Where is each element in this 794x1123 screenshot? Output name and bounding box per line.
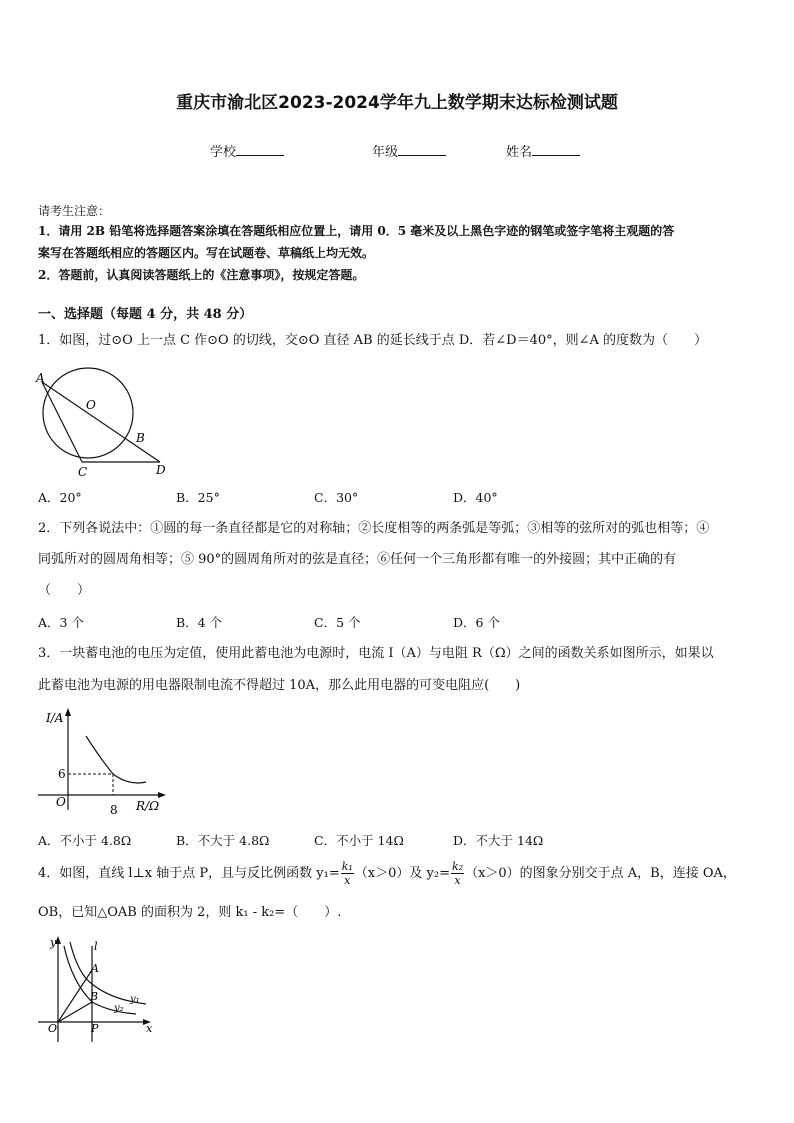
q3-option-d: D．不大于 14Ω: [453, 833, 544, 848]
q4-k2-denominator: x: [454, 874, 461, 887]
q1-option-d: D．40°: [453, 490, 498, 505]
notice-line-2: 2．答题前，认真阅读答题纸上的《注意事项》，按规定答题。: [38, 268, 365, 282]
q4-origin-label: O: [48, 1022, 58, 1035]
question-2-line-2: 同弧所对的圆周角相等；⑤ 90°的圆周角所对的弦是直径；⑥任何一个三角形都有唯一的外接圆；其中正确的有: [38, 552, 677, 567]
q1-option-a: A．20°: [38, 490, 82, 505]
q1-label-b: B: [136, 431, 145, 445]
q4-line-l-label: l: [94, 940, 98, 953]
q2-option-c: C．5 个: [314, 615, 361, 630]
q3-ytick-label: 6: [58, 767, 66, 781]
question-4-line-2: OB，已知△OAB 的面积为 2，则 k₁ - k₂=（ ）.: [38, 905, 342, 920]
q4-text-part-2: （x＞0）及 y₂=: [354, 866, 450, 881]
notice-line-1a: 1．请用 2B 铅笔将选择题答案涂填在答题纸相应位置上，请用 0．5 毫米及以上黑色字迹的钢笔或签字笔将主观题的答: [38, 224, 675, 238]
name-label: 姓名: [506, 145, 533, 160]
q4-text-part-1: 4．如图，直线 l⊥x 轴于点 P，且与反比例函数 y₁=: [38, 866, 340, 881]
name-blank: [532, 143, 580, 156]
q3-graph-figure: [34, 706, 174, 818]
q4-k2-numerator: k₂: [451, 860, 464, 873]
school-field: [210, 141, 284, 160]
question-1-text: 1．如图，过⊙O 上一点 C 作⊙O 的切线，交⊙O 直径 AB 的延长线于点 D．若∠D＝40°，则∠A 的度数为（ ）: [38, 333, 708, 348]
question-3-line-2: 此蓄电池为电源的用电器限制电流不得超过 10A，那么此用电器的可变电阻应( ): [38, 678, 521, 693]
q4-y2-label: y₂: [114, 1003, 124, 1014]
q4-y1-label: y₁: [130, 994, 140, 1005]
grade-field: [372, 141, 446, 160]
q4-k1-numerator: k₁: [341, 860, 353, 873]
q1-label-a: A: [36, 371, 45, 385]
grade-label: 年级: [372, 145, 399, 160]
q4-point-b-label: B: [90, 990, 99, 1003]
name-field: [506, 141, 580, 160]
q3-option-b: B．不大于 4.8Ω: [176, 833, 270, 848]
section-heading: 一、选择题（每题 4 分，共 48 分）: [38, 307, 253, 322]
school-blank: [236, 143, 284, 156]
q1-label-c: C: [78, 465, 88, 478]
school-label: 学校: [210, 145, 237, 160]
q2-option-b: B．4 个: [176, 615, 223, 630]
q3-ylabel: I/A: [46, 711, 64, 725]
question-3-line-1: 3．一块蓄电池的电压为定值，使用此蓄电池为电源时，电流 I（A）与电阻 R（Ω）之间的函数关系如图所示，如果以: [38, 646, 714, 661]
q4-x-axis-label: x: [146, 1022, 153, 1035]
q4-fraction-k1: [341, 860, 354, 887]
q3-option-a: A．不小于 4.8Ω: [38, 833, 132, 848]
q1-circle-figure: [34, 366, 174, 478]
q2-option-d: D．6 个: [453, 615, 500, 630]
notice-heading: 请考生注意：: [38, 204, 111, 218]
q3-xlabel: R/Ω: [136, 799, 160, 813]
page-title: 重庆市渝北区2023-2024学年九上数学期末达标检测试题: [176, 93, 618, 113]
q3-option-c: C．不小于 14Ω: [314, 833, 404, 848]
question-2-line-3: （ ）: [38, 583, 91, 598]
q1-label-d: D: [156, 463, 166, 477]
q3-xtick-label: 8: [110, 803, 118, 817]
q4-k1-denominator: x: [344, 874, 351, 887]
q4-y-axis-label: y: [50, 936, 57, 949]
q1-option-b: B．25°: [176, 490, 220, 505]
q4-fraction-k2: [451, 860, 464, 887]
q4-text-part-3: （x＞0）的图象分别交于点 A，B，连接 OA，: [465, 866, 736, 881]
q4-point-p-label: P: [91, 1022, 99, 1035]
q1-label-o: O: [86, 398, 96, 412]
q3-origin-label: O: [56, 795, 66, 809]
q4-graph-figure: [34, 934, 164, 1046]
question-4-line-1: [38, 860, 736, 887]
grade-blank: [398, 143, 446, 156]
q2-option-a: A．3 个: [38, 615, 84, 630]
notice-line-1b: 案写在答题纸相应的答题区内。写在试题卷、草稿纸上均无效。: [38, 246, 375, 260]
q4-point-a-label: A: [91, 962, 99, 975]
q1-option-c: C．30°: [314, 490, 359, 505]
question-2-line-1: 2．下列各说法中：①圆的每一条直径都是它的对称轴；②长度相等的两条弧是等弧；③相等的弦所对的弧也相等；④: [38, 521, 710, 536]
